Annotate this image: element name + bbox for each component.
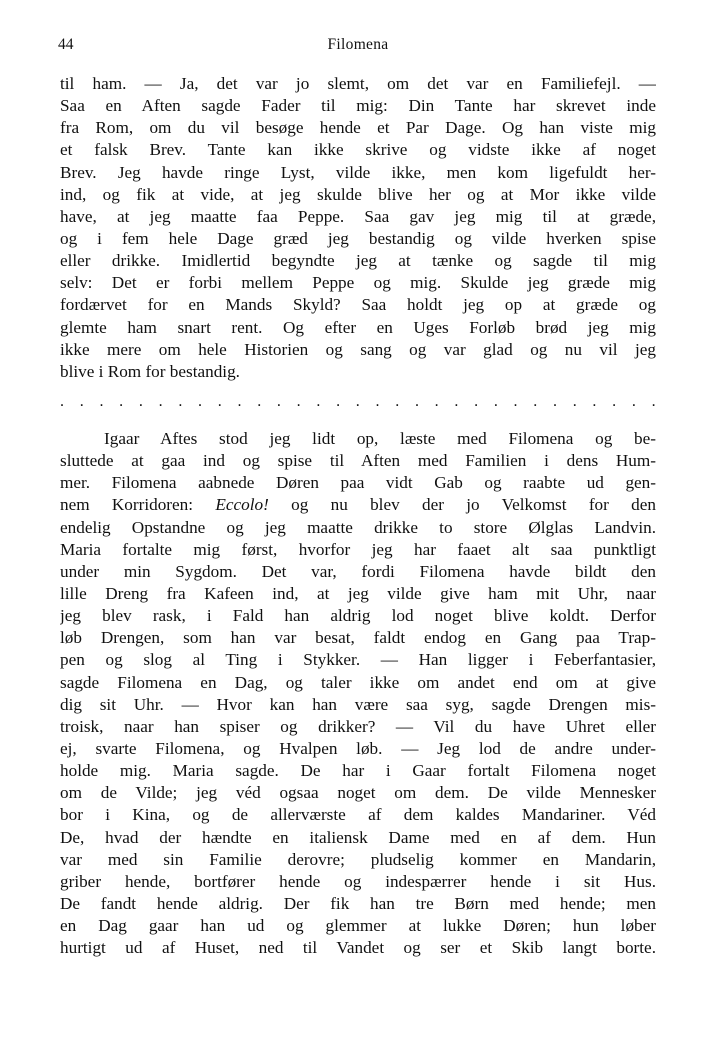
separator-dot: . <box>631 393 636 410</box>
text-line: var med sin Familie derovre; pludselig kommer en Mandarin, <box>60 849 656 869</box>
page-number: 44 <box>58 36 74 53</box>
separator-dot: . <box>474 393 479 410</box>
text-line: endelig Opstandne og jeg maatte drikke to store Ølglas Landvin. <box>60 517 656 537</box>
separator-dot: . <box>533 393 538 410</box>
separator-dot: . <box>316 393 321 410</box>
separator-dot: . <box>336 393 341 410</box>
separator-dot: . <box>158 393 163 410</box>
text-line: sluttede at gaa ind og spise til Aften med Familien i dens Hum- <box>60 451 656 471</box>
text-line: en Dag gaar han ud og glemmer at lukke Døren; hun løber <box>60 916 656 936</box>
separator-dot: . <box>217 393 222 410</box>
separator-dot: . <box>119 393 124 410</box>
text-line: mer. Filomena aabnede Døren paa vidt Gab og raabte ud gen- <box>60 473 656 493</box>
separator-dot: . <box>198 393 203 410</box>
separator-dot: . <box>651 393 656 410</box>
text-line-with-italic <box>60 494 656 516</box>
separator-dot: . <box>138 393 143 410</box>
text-line: griber hende, bortfører hende og indespærrer hende i sit Hus. <box>60 871 656 891</box>
text-line: under min Sygdom. Det var, fordi Filomena havde bildt den <box>60 561 656 581</box>
text-line: ej, svarte Filomena, og Hvalpen løb. — Jeg lod de andre under- <box>60 738 656 758</box>
text-line: selv: Det er forbi mellem Peppe og mig. Skulde jeg græde mig <box>60 273 656 293</box>
separator-dot: . <box>276 393 281 410</box>
text-line: troisk, naar han spiser og drikker? — Vil du have Uhret eller <box>60 716 656 736</box>
section-separator <box>60 393 656 411</box>
text-run: nem Korridoren: <box>60 495 216 515</box>
separator-dot: . <box>454 393 459 410</box>
text-line: om de Vilde; jeg véd ogsaa noget om dem. De vilde Mennesker <box>60 783 656 803</box>
separator-dot: . <box>60 393 64 410</box>
running-title: Filomena <box>327 36 389 53</box>
text-line: bor i Kina, og de allerværste af dem kaldes Mandariner. Véd <box>60 805 656 825</box>
separator-dot: . <box>414 393 419 410</box>
separator-dot: . <box>572 393 577 410</box>
paragraph-continuation <box>60 73 656 383</box>
separator-dot: . <box>257 393 262 410</box>
separator-dot: . <box>178 393 183 410</box>
separator-dot: . <box>99 393 104 410</box>
text-line: sagde Filomena en Dag, og taler ikke om andet end om at give <box>60 672 656 692</box>
text-line: Saa en Aften sagde Fader til mig: Din Tante har skrevet inde <box>60 96 656 116</box>
text-line: jeg blev rask, i Fald han aldrig lod noget blive koldt. Derfor <box>60 606 656 626</box>
separator-dot: . <box>375 393 380 410</box>
text-line: til ham. — Ja, det var jo slemt, om det var en Familiefejl. — <box>60 74 656 93</box>
text-line: Maria fortalte mig først, hvorfor jeg har faaet alt saa punktligt <box>60 539 656 559</box>
text-line: fra Rom, om du vil besøge hende et Par Dage. Og han viste mig <box>60 118 656 138</box>
separator-dot: . <box>296 393 301 410</box>
text-line: et falsk Brev. Tante kan ikke skrive og vidste ikke af noget <box>60 140 656 160</box>
separator-dot: . <box>493 393 498 410</box>
text-line: eller drikke. Imidlertid begyndte jeg at tænke og sagde til mig <box>60 251 656 271</box>
separator-dot: . <box>79 393 84 410</box>
text-line: holde mig. Maria sagde. De har i Gaar fortalt Filomena noget <box>60 761 656 781</box>
text-line: hurtigt ud af Huset, ned til Vandet og ser et Skib langt borte. <box>60 938 656 958</box>
separator-dot: . <box>592 393 597 410</box>
text-line: ikke mere om hele Historien og sang og var glad og nu vil jeg <box>60 339 656 359</box>
separator-dot: . <box>395 393 400 410</box>
text-line: De, hvad der hændte en italiensk Dame med en af dem. Hun <box>60 827 656 847</box>
separator-dot: . <box>513 393 518 410</box>
text-line: De fandt hende aldrig. Der fik han tre Børn med hende; men <box>60 893 656 913</box>
text-line: glemte ham snart rent. Og efter en Uges Forløb brød jeg mig <box>60 317 656 337</box>
page-header <box>58 36 658 56</box>
text-line: blive i Rom for bestandig. <box>60 361 240 381</box>
separator-dot: . <box>552 393 557 410</box>
text-line: og i fem hele Dage græd jeg bestandig og vilde hverken spise <box>60 228 656 248</box>
separator-dot: . <box>612 393 617 410</box>
text-line: fordærvet for en Mands Skyld? Saa holdt jeg op at græde og <box>60 295 656 315</box>
text-line: Brev. Jeg havde ringe Lyst, vilde ikke, men kom ligefuldt her- <box>60 162 656 182</box>
text-line: dig sit Uhr. — Hvor kan han være saa syg, sagde Drengen mis- <box>60 694 656 714</box>
text-line: løb Drengen, som han var besat, faldt endog en Gang paa Trap- <box>60 628 656 648</box>
italic-phrase: Eccolo! <box>215 495 269 515</box>
text-line: pen og slog al Ting i Stykker. — Han ligger i Feberfantasier, <box>60 650 656 670</box>
text-line: lille Dreng fra Kafeen ind, at jeg vilde give ham mit Uhr, naar <box>60 583 656 603</box>
separator-dot: . <box>434 393 439 410</box>
separator-dot: . <box>237 393 242 410</box>
text-line: Igaar Aftes stod jeg lidt op, læste med Filomena og be- <box>104 429 656 448</box>
paragraph-main <box>60 428 656 959</box>
text-line: have, at jeg maatte faa Peppe. Saa gav jeg mig til at græde, <box>60 206 656 226</box>
text-line: ind, og fik at vide, at jeg skulde blive her og at Mor ikke vilde <box>60 184 656 204</box>
text-run: og nu blev der jo Velkomst for den <box>268 495 656 515</box>
separator-dot: . <box>355 393 360 410</box>
